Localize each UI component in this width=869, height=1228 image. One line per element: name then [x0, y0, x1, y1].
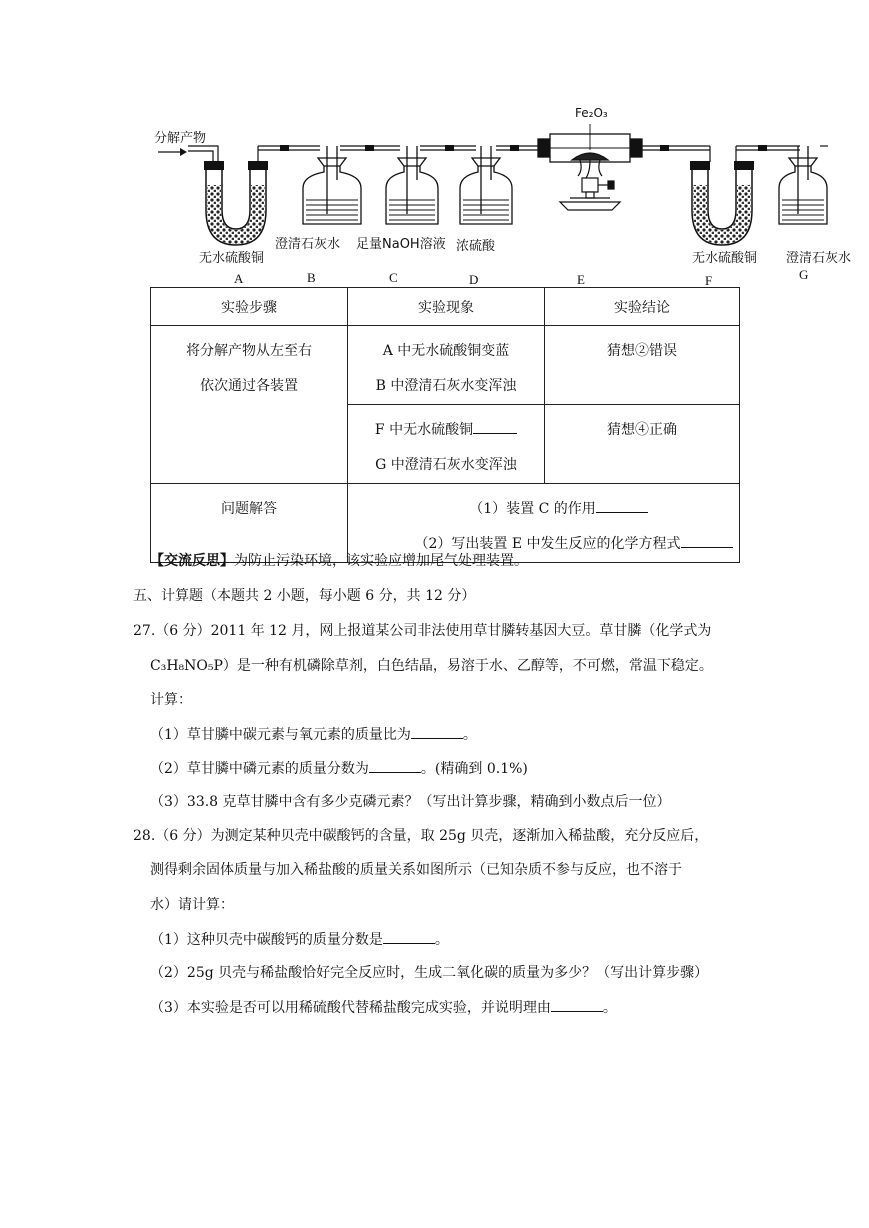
letter-f: F [705, 273, 713, 288]
header-conclusions: 实验结论 [545, 288, 740, 326]
q27-part2 [150, 758, 528, 779]
qa-question-2: （2）写出装置 E 中发生反应的化学方程式 [414, 536, 681, 552]
q27-part1 [150, 724, 477, 745]
alcohol-burner [560, 160, 620, 210]
q27-part2-end: 。(精确到 0.1%) [420, 761, 528, 777]
step-line: 依次通过各装置 [200, 378, 298, 394]
q27-line2-text: ）是一种有机磷除草剂，白色结晶，易溶于水、乙醇等，不可燃，常温下稳定。 [222, 658, 713, 674]
qa-question-1: （1）装置 C 的作用 [469, 501, 596, 517]
label-f: 无水硫酸铜 [692, 251, 758, 266]
q28-part3-end: 。 [602, 1000, 617, 1016]
answer-blank[interactable] [596, 498, 648, 513]
header-observations: 实验现象 [348, 288, 545, 326]
conclusion-cell-2: 猜想④正确 [545, 405, 740, 484]
bottle-c [386, 146, 438, 224]
label-g: 澄清石灰水 [786, 251, 852, 266]
inlet-arrow [158, 148, 187, 156]
letter-b: B [307, 270, 316, 285]
bottle-b [303, 146, 361, 224]
answer-blank[interactable] [383, 929, 435, 944]
bottle-g [779, 146, 827, 224]
step-line: 将分解产物从左至右 [186, 343, 312, 359]
answer-blank[interactable] [473, 419, 517, 434]
q27-part2-text: （2）草甘膦中磷元素的质量分数为 [150, 761, 369, 777]
observation-cell-2 [348, 405, 545, 484]
q27-line2 [150, 656, 713, 676]
q28-line3: 水）请计算： [150, 897, 234, 913]
observation-line: G 中澄清石灰水变浑浊 [375, 457, 517, 473]
observation-line [348, 413, 544, 448]
q27-calc-label: 计算： [150, 692, 192, 708]
letter-a: A [234, 271, 244, 286]
qa-label-cell: 问题解答 [151, 484, 348, 563]
bottle-d [460, 146, 512, 224]
label-c: 足量NaOH溶液 [356, 237, 446, 252]
q28-part1-text: （1）这种贝壳中碳酸钙的质量分数是 [150, 932, 383, 948]
q28-part1-end: 。 [434, 932, 449, 948]
q28-part1 [150, 929, 449, 950]
q27-part1-text: （1）草甘膦中碳元素与氧元素的质量比为 [150, 727, 411, 743]
header-steps: 实验步骤 [151, 288, 348, 326]
q28-part2: （2）25g 贝壳与稀盐酸恰好完全反应时，生成二氧化碳的质量为多少？（写出计算步骤） [150, 965, 709, 981]
answer-blank[interactable] [681, 533, 733, 548]
q28-part3 [150, 997, 617, 1018]
qa-line [348, 492, 739, 527]
u-tube-f [690, 161, 754, 245]
inlet-pipe [188, 146, 218, 162]
reflection-text: 为防止污染环境，该实验应增加尾气处理装置。 [234, 553, 528, 569]
letter-g: G [799, 267, 809, 282]
conclusion-cell-1: 猜想②错误 [545, 326, 740, 405]
letter-e: E [577, 272, 585, 287]
label-d: 浓硫酸 [456, 239, 496, 254]
answer-blank[interactable] [369, 758, 421, 773]
q28-part3-text: （3）本实验是否可以用稀硫酸代替稀盐酸完成实验，并说明理由 [150, 1000, 551, 1016]
observation-f-text: F 中无水硫酸铜 [374, 422, 474, 438]
answer-blank[interactable] [411, 724, 463, 739]
experiment-table [150, 287, 740, 563]
q27-part1-end: 。 [462, 727, 477, 743]
q28-line1: 28.（6 分）为测定某种贝壳中碳酸钙的含量，取 25g 贝壳，逐渐加入稀盐酸，充分反应后， [133, 828, 709, 844]
reflection-heading: 【交流反思】 [150, 553, 234, 569]
q27-line1: 27.（6 分）2011 年 12 月，网上报道某公司非法使用草甘膦转基因大豆。草甘膦（化学式为 [133, 623, 712, 639]
answer-blank[interactable] [551, 997, 603, 1012]
reaction-tube-e [538, 124, 642, 162]
observation-line: B 中澄清石灰水变浑浊 [375, 378, 517, 394]
label-b: 澄清石灰水 [275, 237, 341, 252]
observation-cell-1 [348, 326, 545, 405]
q28-line2: 测得剩余固体质量与加入稀盐酸的质量关系如图所示（已知杂质不参与反应，也不溶于 [150, 862, 682, 878]
letter-d: D [469, 272, 479, 287]
catalyst-label: Fe₂O₃ [575, 106, 608, 120]
q27-formula: C₃H₈NO₅P [150, 658, 223, 674]
input-label: 分解产物 [154, 131, 207, 146]
steps-cell [151, 326, 348, 484]
letter-c: C [389, 270, 398, 285]
reflection-line [150, 551, 528, 571]
section-five-heading: 五、计算题（本题共 2 小题，每小题 6 分，共 12 分） [133, 588, 476, 604]
q27-part3: （3）33.8 克草甘膦中含有多少克磷元素？（写出计算步骤，精确到小数点后一位） [150, 794, 671, 810]
observation-line: A 中无水硫酸铜变蓝 [382, 343, 510, 359]
label-a: 无水硫酸铜 [199, 251, 265, 266]
